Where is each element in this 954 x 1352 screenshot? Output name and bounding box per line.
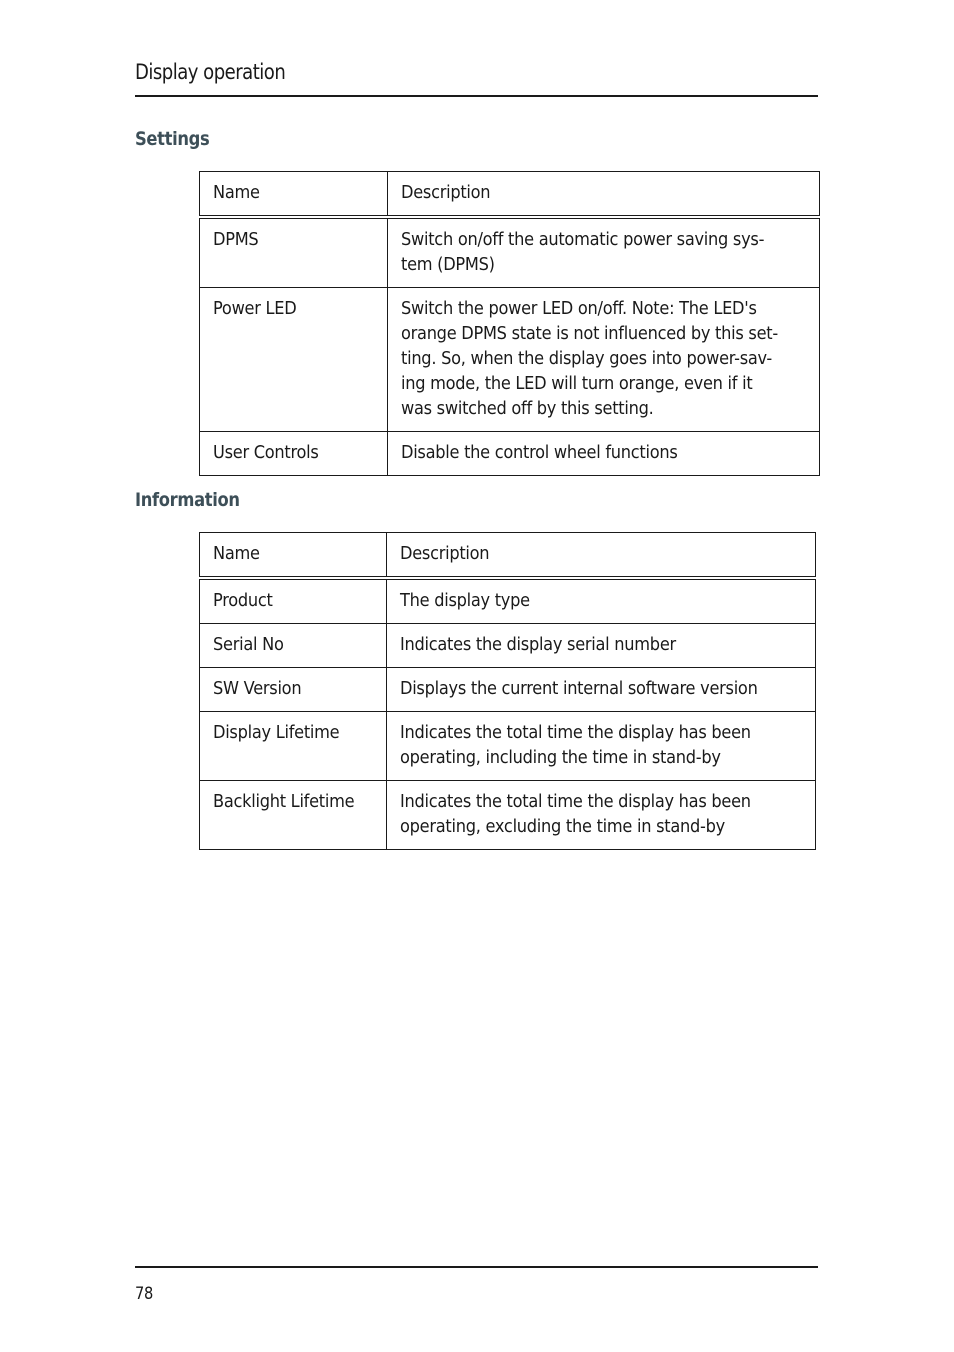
settings-column-header-description: Description (388, 172, 820, 218)
settings-row-power-led (200, 288, 820, 432)
settings-table (199, 171, 820, 476)
information-row-product (200, 578, 816, 624)
settings-heading: Settings (135, 128, 210, 150)
information-row-description: The display type (387, 578, 816, 624)
information-heading: Information (135, 489, 240, 511)
information-row-serial-no (200, 624, 816, 668)
page-number: 78 (135, 1284, 154, 1304)
information-row-description: Indicates the display serial number (387, 624, 816, 668)
page-title: Display operation (135, 60, 286, 84)
information-table-header-row (200, 533, 816, 579)
information-row-backlight-lifetime (200, 781, 816, 850)
information-row-name: Serial No (200, 624, 387, 668)
information-row-description: Indicates the total time the display has been operating, excluding the time in stand-by (387, 781, 816, 850)
information-column-header-name: Name (200, 533, 387, 579)
settings-row-description: Switch on/off the automatic power saving sys- tem (DPMS) (388, 217, 820, 288)
information-row-name: SW Version (200, 668, 387, 712)
information-row-description: Indicates the total time the display has been operating, including the time in stand-by (387, 712, 816, 781)
page-header (135, 58, 818, 97)
settings-row-name: DPMS (200, 217, 388, 288)
information-row-display-lifetime (200, 712, 816, 781)
information-column-header-description: Description (387, 533, 816, 579)
settings-row-name: User Controls (200, 432, 388, 476)
settings-row-name: Power LED (200, 288, 388, 432)
settings-row-description: Switch the power LED on/off. Note: The LED's orange DPMS state is not influenced by this set- ting. So, when the display goes into power-sav- ing mode, the LED will turn orange, even if it was switched off by this setting. (388, 288, 820, 432)
settings-column-header-name: Name (200, 172, 388, 218)
settings-table-header-row (200, 172, 820, 218)
information-row-description: Displays the current internal software version (387, 668, 816, 712)
information-row-name: Product (200, 578, 387, 624)
information-row-name: Display Lifetime (200, 712, 387, 781)
information-table (199, 532, 816, 850)
information-row-name: Backlight Lifetime (200, 781, 387, 850)
settings-row-user-controls (200, 432, 820, 476)
settings-row-dpms (200, 217, 820, 288)
information-row-sw-version (200, 668, 816, 712)
footer-rule (135, 1266, 818, 1268)
settings-row-description: Disable the control wheel functions (388, 432, 820, 476)
